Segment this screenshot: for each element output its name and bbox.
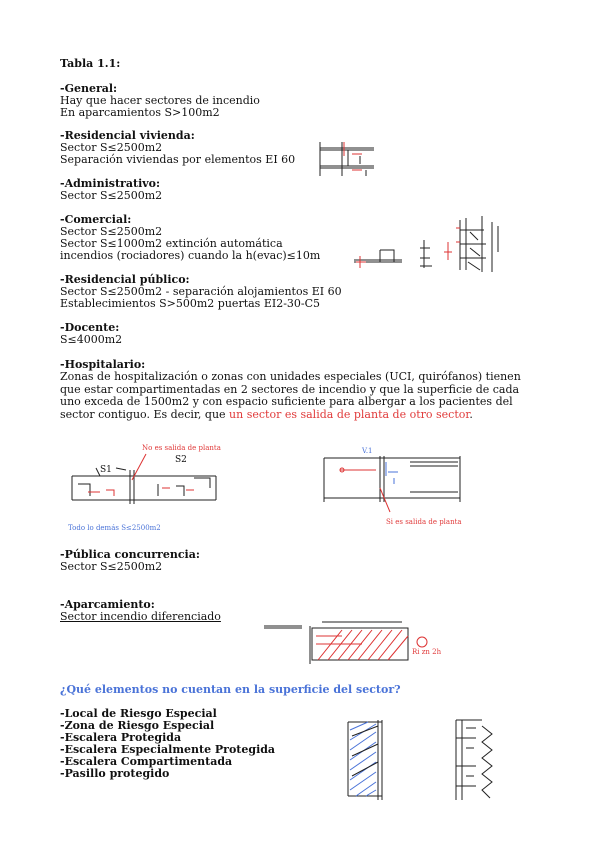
general-heading: -General: bbox=[60, 82, 118, 95]
question-heading: ¿Qué elementos no cuentan en la superficie del sector? bbox=[60, 683, 401, 696]
label-s2: S2 bbox=[175, 455, 187, 465]
comercial-line: Sector S≤1000m2 extinción automática bbox=[60, 237, 283, 250]
sketch-hospital-right bbox=[320, 452, 470, 522]
docente-heading: -Docente: bbox=[60, 321, 120, 334]
residencial-publico-line: Establecimientos S>500m2 puertas EI2-30-C5 bbox=[60, 297, 321, 310]
comercial-line: Sector S≤2500m2 bbox=[60, 225, 163, 238]
aparcamiento-line: Sector incendio diferenciado bbox=[60, 610, 221, 623]
label-s1: S1 bbox=[100, 465, 112, 475]
residencial-vivienda-line: Sector S≤2500m2 bbox=[60, 141, 163, 154]
excluded-item: -Zona de Riesgo Especial bbox=[60, 719, 215, 732]
label-no-salida: No es salida de planta bbox=[142, 444, 221, 452]
residencial-publico-heading: -Residencial público: bbox=[60, 273, 190, 286]
general-line: En aparcamientos S>100m2 bbox=[60, 106, 220, 119]
docente-line: S≤4000m2 bbox=[60, 333, 123, 346]
label-si-salida: Si es salida de planta bbox=[386, 518, 462, 526]
sketch-aparcamiento bbox=[262, 614, 432, 674]
sketch-vivienda bbox=[318, 136, 378, 180]
publica-line: Sector S≤2500m2 bbox=[60, 560, 163, 573]
excluded-item: -Escalera Especialmente Protegida bbox=[60, 743, 276, 756]
excluded-item: -Escalera Compartimentada bbox=[60, 755, 233, 768]
sketch-hospital-left bbox=[66, 448, 226, 518]
label-todo-demas: Todo lo demás S≤2500m2 bbox=[68, 524, 161, 532]
sketch-escalera-hatch bbox=[338, 716, 398, 802]
excluded-item: -Pasillo protegido bbox=[60, 767, 170, 780]
hospitalario-highlight: un sector es salida de planta de otro sector bbox=[229, 407, 470, 421]
sketch-comercial bbox=[352, 212, 522, 274]
hospitalario-heading: -Hospitalario: bbox=[60, 358, 146, 371]
general-line: Hay que hacer sectores de incendio bbox=[60, 94, 260, 107]
label-v1: V.1 bbox=[362, 447, 373, 455]
publica-heading: -Pública concurrencia: bbox=[60, 548, 200, 561]
aparcamiento-heading: -Aparcamiento: bbox=[60, 598, 155, 611]
residencial-publico-line: Sector S≤2500m2 - separación alojamientos EI 60 bbox=[60, 285, 342, 298]
label-ri-zn: Ri zn 2h bbox=[412, 648, 442, 656]
excluded-item: -Local de Riesgo Especial bbox=[60, 707, 217, 720]
comercial-heading: -Comercial: bbox=[60, 213, 132, 226]
comercial-line: incendios (rociadores) cuando la h(evac)≤10m bbox=[60, 249, 321, 262]
table-title: Tabla 1.1: bbox=[60, 57, 121, 70]
administrativo-line: Sector S≤2500m2 bbox=[60, 189, 163, 202]
residencial-vivienda-heading: -Residencial vivienda: bbox=[60, 129, 195, 142]
residencial-vivienda-line: Separación viviendas por elementos EI 60 bbox=[60, 153, 296, 166]
sketch-escalera-plan bbox=[446, 716, 506, 802]
hospitalario-paragraph: Zonas de hospitalización o zonas con unidades especiales (UCI, quirófanos) tienen que estar compartimentadas en 2 sectores de incendio y que la superficie de cada uno exceda de 1500m2 y con espacio suficiente para albergar a los pacientes del sector contiguo. Es decir, que un sector es salida de planta de otro sector. bbox=[60, 370, 521, 421]
excluded-item: -Escalera Protegida bbox=[60, 731, 182, 744]
administrativo-heading: -Administrativo: bbox=[60, 177, 161, 190]
